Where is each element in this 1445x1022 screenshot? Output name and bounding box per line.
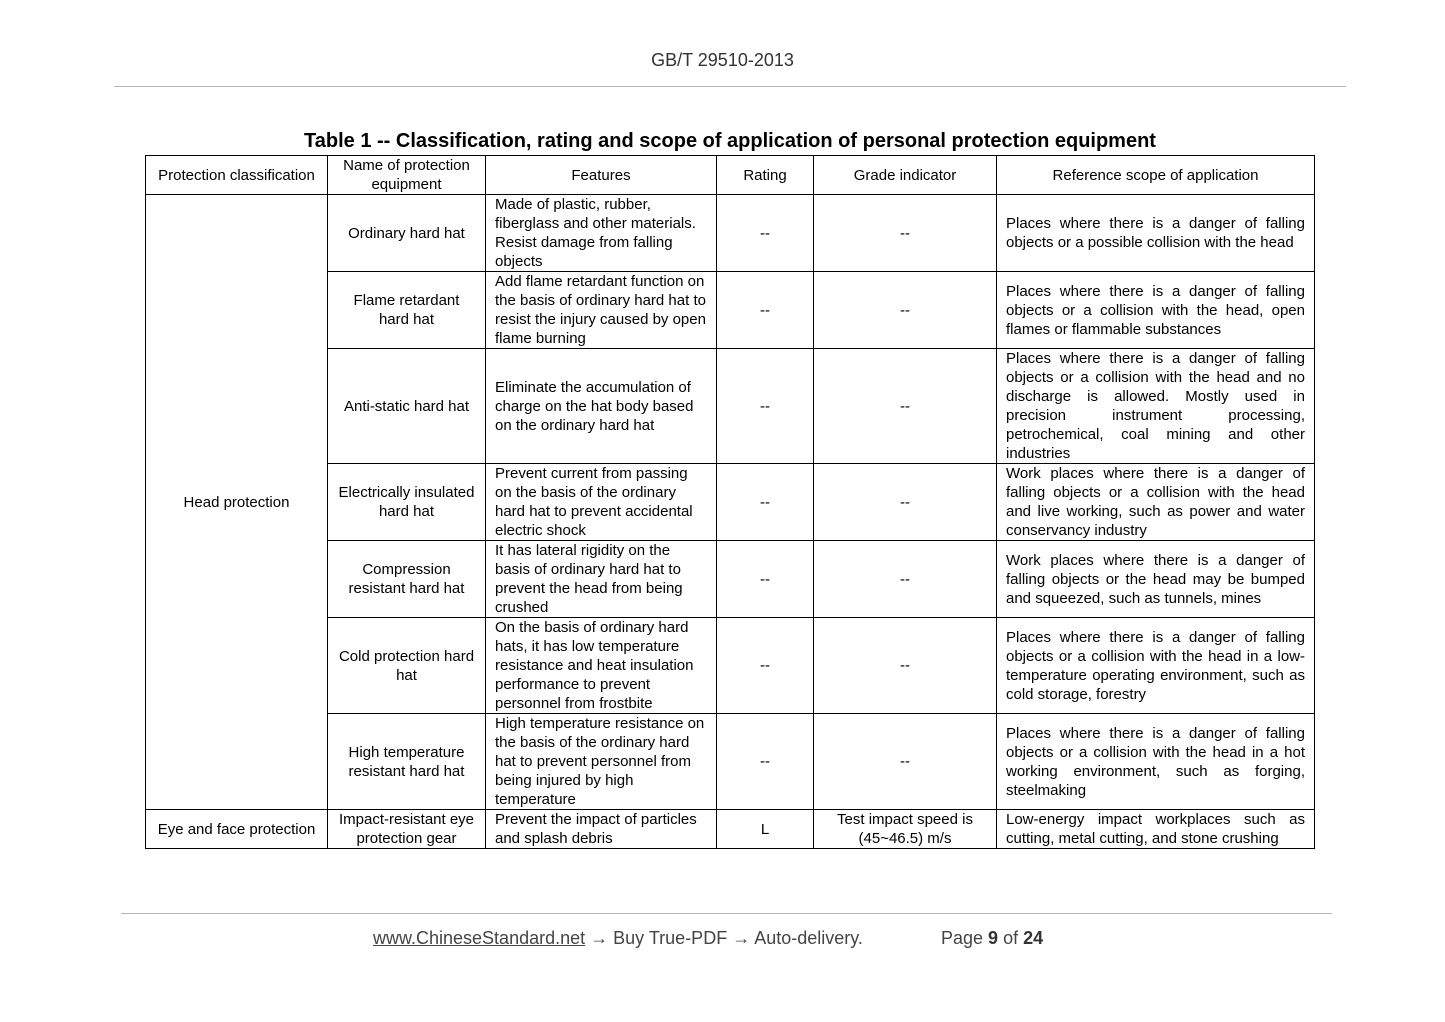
total-pages: 24: [1023, 928, 1044, 948]
rating-cell: --: [717, 464, 814, 541]
page-label: Page: [940, 928, 984, 948]
equipment-name-cell: Ordinary hard hat: [328, 195, 486, 272]
features-cell: Made of plastic, rubber, fiberglass and other materials. Resist damage from falling objects: [486, 195, 717, 272]
grade-indicator-cell: --: [814, 464, 997, 541]
page-number: 9: [988, 928, 999, 948]
features-cell: Prevent the impact of particles and splash debris: [486, 810, 717, 849]
table-row: [146, 810, 1315, 849]
rating-cell: --: [717, 195, 814, 272]
classification-cell: Eye and face protection: [146, 810, 328, 849]
table-row: [146, 195, 1315, 272]
rating-cell: --: [717, 541, 814, 618]
classification-table: [145, 155, 1315, 849]
equipment-name-cell: Impact-resistant eye protection gear: [328, 810, 486, 849]
page-of-label: of: [1003, 928, 1019, 948]
equipment-name-cell: Electrically insulated hard hat: [328, 464, 486, 541]
table-title: Table 1 -- Classification, rating and scope of application of personal protection equipment: [304, 130, 1156, 152]
column-header: Rating: [717, 156, 814, 195]
classification-cell: Head protection: [146, 195, 328, 810]
scope-cell: Places where there is a danger of falling objects or a collision with the head, open flames or flammable substances: [997, 272, 1315, 349]
website-link[interactable]: www.ChineseStandard.net: [373, 928, 586, 948]
scope-cell: Places where there is a danger of falling objects or a collision with the head and no discharge is allowed. Mostly used in precision instrument processing, petrochemical, coal mining and other industries: [997, 349, 1315, 464]
scope-cell: Work places where there is a danger of falling objects or a collision with the head and live working, such as power and water conservancy industry: [997, 464, 1315, 541]
scope-cell: Places where there is a danger of falling objects or a collision with the head in a low-temperature operating environment, such as cold storage, forestry: [997, 618, 1315, 714]
grade-indicator-cell: --: [814, 349, 997, 464]
features-cell: On the basis of ordinary hard hats, it has low temperature resistance and heat insulation performance to prevent personnel from frostbite: [486, 618, 717, 714]
grade-indicator-cell: --: [814, 272, 997, 349]
arrow-right-icon: →: [732, 928, 751, 948]
features-cell: It has lateral rigidity on the basis of ordinary hard hat to prevent the head from being crushed: [486, 541, 717, 618]
equipment-name-cell: High temperature resistant hard hat: [328, 714, 486, 810]
equipment-name-cell: Anti-static hard hat: [328, 349, 486, 464]
features-cell: Eliminate the accumulation of charge on the hat body based on the ordinary hard hat: [486, 349, 717, 464]
column-header: Features: [486, 156, 717, 195]
scope-cell: Low-energy impact workplaces such as cutting, metal cutting, and stone crushing: [997, 810, 1315, 849]
rating-cell: --: [717, 618, 814, 714]
page-footer: [373, 928, 1043, 949]
scope-cell: Places where there is a danger of falling objects or a collision with the head in a hot working environment, such as forging, steelmaking: [997, 714, 1315, 810]
column-header: Grade indicator: [814, 156, 997, 195]
footer-divider: [121, 913, 1332, 914]
rating-cell: --: [717, 349, 814, 464]
buy-pdf-text: Buy True-PDF: [613, 928, 728, 948]
column-header: Protection classification: [146, 156, 328, 195]
auto-delivery-text: Auto-delivery.: [754, 928, 863, 948]
equipment-name-cell: Flame retardant hard hat: [328, 272, 486, 349]
grade-indicator-cell: --: [814, 714, 997, 810]
column-header: Name of protection equipment: [328, 156, 486, 195]
grade-indicator-cell: Test impact speed is (45~46.5) m/s: [814, 810, 997, 849]
features-cell: Add flame retardant function on the basis of ordinary hard hat to resist the injury caused by open flame burning: [486, 272, 717, 349]
rating-cell: L: [717, 810, 814, 849]
header-divider: [114, 86, 1346, 87]
equipment-name-cell: Compression resistant hard hat: [328, 541, 486, 618]
table-header-row: [146, 156, 1315, 195]
grade-indicator-cell: --: [814, 541, 997, 618]
column-header: Reference scope of application: [997, 156, 1315, 195]
arrow-right-icon: →: [590, 928, 609, 948]
rating-cell: --: [717, 714, 814, 810]
features-cell: High temperature resistance on the basis of the ordinary hard hat to prevent personnel from being injured by high temperature: [486, 714, 717, 810]
rating-cell: --: [717, 272, 814, 349]
grade-indicator-cell: --: [814, 618, 997, 714]
equipment-name-cell: Cold protection hard hat: [328, 618, 486, 714]
scope-cell: Places where there is a danger of falling objects or a possible collision with the head: [997, 195, 1315, 272]
features-cell: Prevent current from passing on the basis of the ordinary hard hat to prevent accidental electric shock: [486, 464, 717, 541]
grade-indicator-cell: --: [814, 195, 997, 272]
scope-cell: Work places where there is a danger of falling objects or the head may be bumped and squeezed, such as tunnels, mines: [997, 541, 1315, 618]
document-id-header: GB/T 29510-2013: [651, 50, 794, 70]
